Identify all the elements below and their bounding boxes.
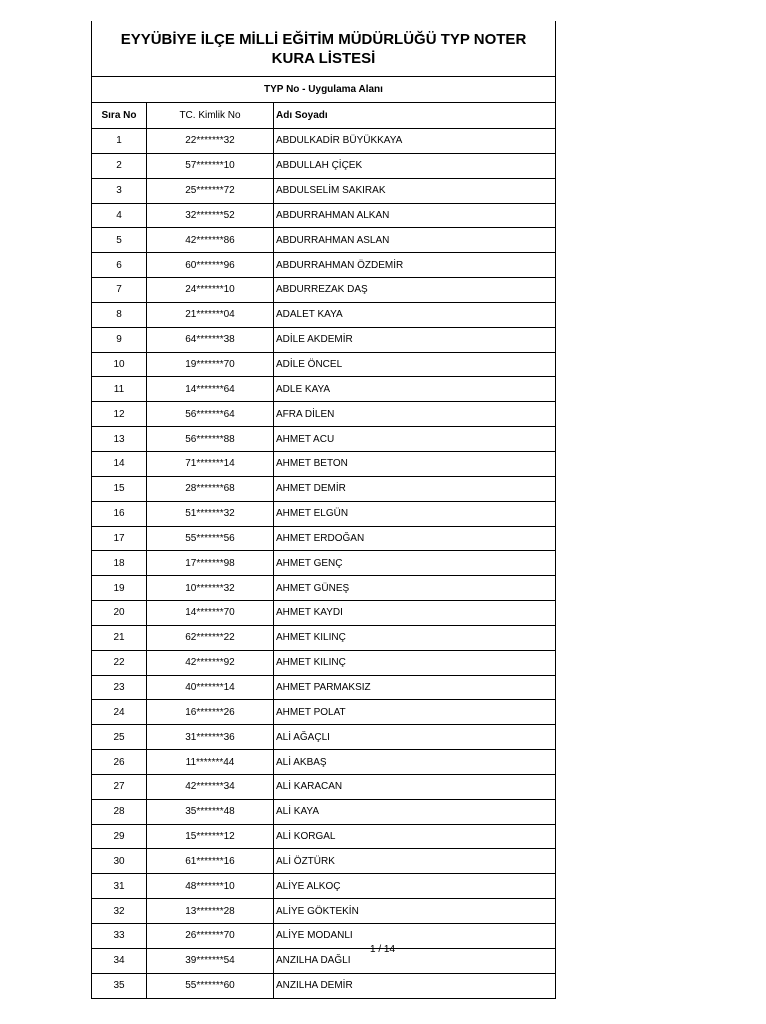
row-name-cell: ABDURRAHMAN ASLAN xyxy=(274,228,556,253)
row-tc-cell: 13*******28 xyxy=(147,899,274,924)
document-title xyxy=(121,30,527,68)
row-name-cell: ABDULKADİR BÜYÜKKAYA xyxy=(274,129,556,154)
table-row xyxy=(92,228,556,253)
row-sira-cell: 18 xyxy=(92,551,147,576)
row-tc-cell: 19*******70 xyxy=(147,352,274,377)
row-sira-cell: 35 xyxy=(92,973,147,998)
row-tc-cell: 14*******70 xyxy=(147,601,274,626)
row-name-cell: ABDURREZAK DAŞ xyxy=(274,278,556,303)
title-line-2: KURA LİSTESİ xyxy=(271,49,376,67)
row-name-cell: ALİYE GÖKTEKİN xyxy=(274,899,556,924)
row-sira-cell: 3 xyxy=(92,178,147,203)
row-name-cell: AHMET ERDOĞAN xyxy=(274,526,556,551)
row-name-cell: ALİ AĞAÇLI xyxy=(274,725,556,750)
table-row xyxy=(92,302,556,327)
row-sira-cell: 34 xyxy=(92,948,147,973)
row-tc-cell: 14*******64 xyxy=(147,377,274,402)
row-tc-cell: 48*******10 xyxy=(147,874,274,899)
row-tc-cell: 40*******14 xyxy=(147,675,274,700)
table-row xyxy=(92,327,556,352)
row-name-cell: AHMET KILINÇ xyxy=(274,650,556,675)
row-sira-cell: 27 xyxy=(92,774,147,799)
table-row xyxy=(92,650,556,675)
row-sira-cell: 13 xyxy=(92,427,147,452)
table-row xyxy=(92,625,556,650)
row-name-cell: AHMET PARMAKSIZ xyxy=(274,675,556,700)
row-name-cell: ALİ KAYA xyxy=(274,799,556,824)
row-sira-cell: 4 xyxy=(92,203,147,228)
row-tc-cell: 26*******70 xyxy=(147,924,274,949)
table-row xyxy=(92,153,556,178)
row-sira-cell: 30 xyxy=(92,849,147,874)
page-indicator: 1 / 14 xyxy=(370,944,396,955)
table-body xyxy=(92,129,556,999)
row-name-cell: AFRA DİLEN xyxy=(274,402,556,427)
row-tc-cell: 28*******68 xyxy=(147,476,274,501)
row-sira-cell: 31 xyxy=(92,874,147,899)
table-row xyxy=(92,899,556,924)
table-subheader: TYP No - Uygulama Alanı xyxy=(92,77,556,103)
table-row xyxy=(92,402,556,427)
row-tc-cell: 55*******56 xyxy=(147,526,274,551)
row-name-cell: ALİYE ALKOÇ xyxy=(274,874,556,899)
table-row xyxy=(92,948,556,973)
row-sira-cell: 16 xyxy=(92,501,147,526)
row-tc-cell: 16*******26 xyxy=(147,700,274,725)
row-sira-cell: 24 xyxy=(92,700,147,725)
table-row xyxy=(92,178,556,203)
table-row xyxy=(92,551,556,576)
table-row xyxy=(92,973,556,998)
row-name-cell: ALİ AKBAŞ xyxy=(274,750,556,775)
row-tc-cell: 60*******96 xyxy=(147,253,274,278)
row-name-cell: AHMET ELGÜN xyxy=(274,501,556,526)
table-row xyxy=(92,501,556,526)
row-sira-cell: 26 xyxy=(92,750,147,775)
row-tc-cell: 10*******32 xyxy=(147,576,274,601)
row-tc-cell: 35*******48 xyxy=(147,799,274,824)
row-name-cell: AHMET DEMİR xyxy=(274,476,556,501)
row-sira-cell: 1 xyxy=(92,129,147,154)
row-tc-cell: 42*******86 xyxy=(147,228,274,253)
row-sira-cell: 25 xyxy=(92,725,147,750)
row-tc-cell: 61*******16 xyxy=(147,849,274,874)
row-sira-cell: 19 xyxy=(92,576,147,601)
row-name-cell: ABDULLAH ÇİÇEK xyxy=(274,153,556,178)
table-row xyxy=(92,824,556,849)
row-name-cell: ALİYE MODANLI xyxy=(274,924,556,949)
table-row xyxy=(92,799,556,824)
table-row xyxy=(92,849,556,874)
table-row xyxy=(92,278,556,303)
row-sira-cell: 15 xyxy=(92,476,147,501)
table-row xyxy=(92,874,556,899)
column-header-ad: Adı Soyadı xyxy=(274,103,556,129)
table-row xyxy=(92,253,556,278)
column-header-tc: TC. Kimlik No xyxy=(147,103,274,129)
row-tc-cell: 32*******52 xyxy=(147,203,274,228)
row-name-cell: ALİ KARACAN xyxy=(274,774,556,799)
row-name-cell: ADİLE ÖNCEL xyxy=(274,352,556,377)
row-sira-cell: 8 xyxy=(92,302,147,327)
row-sira-cell: 11 xyxy=(92,377,147,402)
table-row xyxy=(92,675,556,700)
row-tc-cell: 55*******60 xyxy=(147,973,274,998)
row-tc-cell: 21*******04 xyxy=(147,302,274,327)
row-tc-cell: 15*******12 xyxy=(147,824,274,849)
row-sira-cell: 21 xyxy=(92,625,147,650)
row-sira-cell: 10 xyxy=(92,352,147,377)
row-tc-cell: 51*******32 xyxy=(147,501,274,526)
column-header-sira: Sıra No xyxy=(92,103,147,129)
table-row xyxy=(92,576,556,601)
row-tc-cell: 56*******88 xyxy=(147,427,274,452)
table-row xyxy=(92,601,556,626)
row-name-cell: AHMET POLAT xyxy=(274,700,556,725)
row-name-cell: ADLE KAYA xyxy=(274,377,556,402)
table-row xyxy=(92,700,556,725)
title-box xyxy=(91,21,556,76)
row-sira-cell: 7 xyxy=(92,278,147,303)
title-line-1: EYYÜBİYE İLÇE MİLLİ EĞİTİM MÜDÜRLÜĞÜ TYP NOTER xyxy=(120,30,527,48)
table-row xyxy=(92,774,556,799)
row-name-cell: ALİ ÖZTÜRK xyxy=(274,849,556,874)
table-row xyxy=(92,203,556,228)
row-sira-cell: 28 xyxy=(92,799,147,824)
row-tc-cell: 24*******10 xyxy=(147,278,274,303)
table-subheader-row xyxy=(92,77,556,103)
table-row xyxy=(92,352,556,377)
row-name-cell: ALİ KORGAL xyxy=(274,824,556,849)
row-tc-cell: 31*******36 xyxy=(147,725,274,750)
row-name-cell: AHMET ACU xyxy=(274,427,556,452)
row-tc-cell: 39*******54 xyxy=(147,948,274,973)
document-page xyxy=(91,21,556,999)
row-tc-cell: 57*******10 xyxy=(147,153,274,178)
row-name-cell: AHMET KILINÇ xyxy=(274,625,556,650)
row-name-cell: ANZILHA DEMİR xyxy=(274,973,556,998)
table-row xyxy=(92,427,556,452)
row-sira-cell: 2 xyxy=(92,153,147,178)
row-name-cell: ADALET KAYA xyxy=(274,302,556,327)
table-row xyxy=(92,526,556,551)
table-row xyxy=(92,750,556,775)
row-sira-cell: 22 xyxy=(92,650,147,675)
row-tc-cell: 71*******14 xyxy=(147,451,274,476)
row-tc-cell: 25*******72 xyxy=(147,178,274,203)
row-name-cell: ADİLE AKDEMİR xyxy=(274,327,556,352)
table-row xyxy=(92,476,556,501)
row-tc-cell: 56*******64 xyxy=(147,402,274,427)
row-sira-cell: 6 xyxy=(92,253,147,278)
row-sira-cell: 23 xyxy=(92,675,147,700)
row-sira-cell: 17 xyxy=(92,526,147,551)
row-sira-cell: 29 xyxy=(92,824,147,849)
kura-table xyxy=(91,76,556,999)
table-header-row xyxy=(92,103,556,129)
row-name-cell: ABDURRAHMAN ALKAN xyxy=(274,203,556,228)
row-tc-cell: 64*******38 xyxy=(147,327,274,352)
row-sira-cell: 14 xyxy=(92,451,147,476)
row-tc-cell: 11*******44 xyxy=(147,750,274,775)
row-tc-cell: 22*******32 xyxy=(147,129,274,154)
row-sira-cell: 20 xyxy=(92,601,147,626)
table-row xyxy=(92,725,556,750)
row-name-cell: AHMET GENÇ xyxy=(274,551,556,576)
table-row xyxy=(92,451,556,476)
row-name-cell: AHMET BETON xyxy=(274,451,556,476)
table-row xyxy=(92,377,556,402)
row-tc-cell: 42*******92 xyxy=(147,650,274,675)
row-tc-cell: 62*******22 xyxy=(147,625,274,650)
row-sira-cell: 12 xyxy=(92,402,147,427)
row-sira-cell: 9 xyxy=(92,327,147,352)
row-tc-cell: 17*******98 xyxy=(147,551,274,576)
table-row xyxy=(92,129,556,154)
row-name-cell: ANZILHA DAĞLI xyxy=(274,948,556,973)
row-name-cell: ABDULSELİM SAKIRAK xyxy=(274,178,556,203)
row-name-cell: AHMET GÜNEŞ xyxy=(274,576,556,601)
row-tc-cell: 42*******34 xyxy=(147,774,274,799)
row-sira-cell: 32 xyxy=(92,899,147,924)
row-sira-cell: 5 xyxy=(92,228,147,253)
row-name-cell: ABDURRAHMAN ÖZDEMİR xyxy=(274,253,556,278)
row-sira-cell: 33 xyxy=(92,924,147,949)
row-name-cell: AHMET KAYDI xyxy=(274,601,556,626)
table-row xyxy=(92,924,556,949)
